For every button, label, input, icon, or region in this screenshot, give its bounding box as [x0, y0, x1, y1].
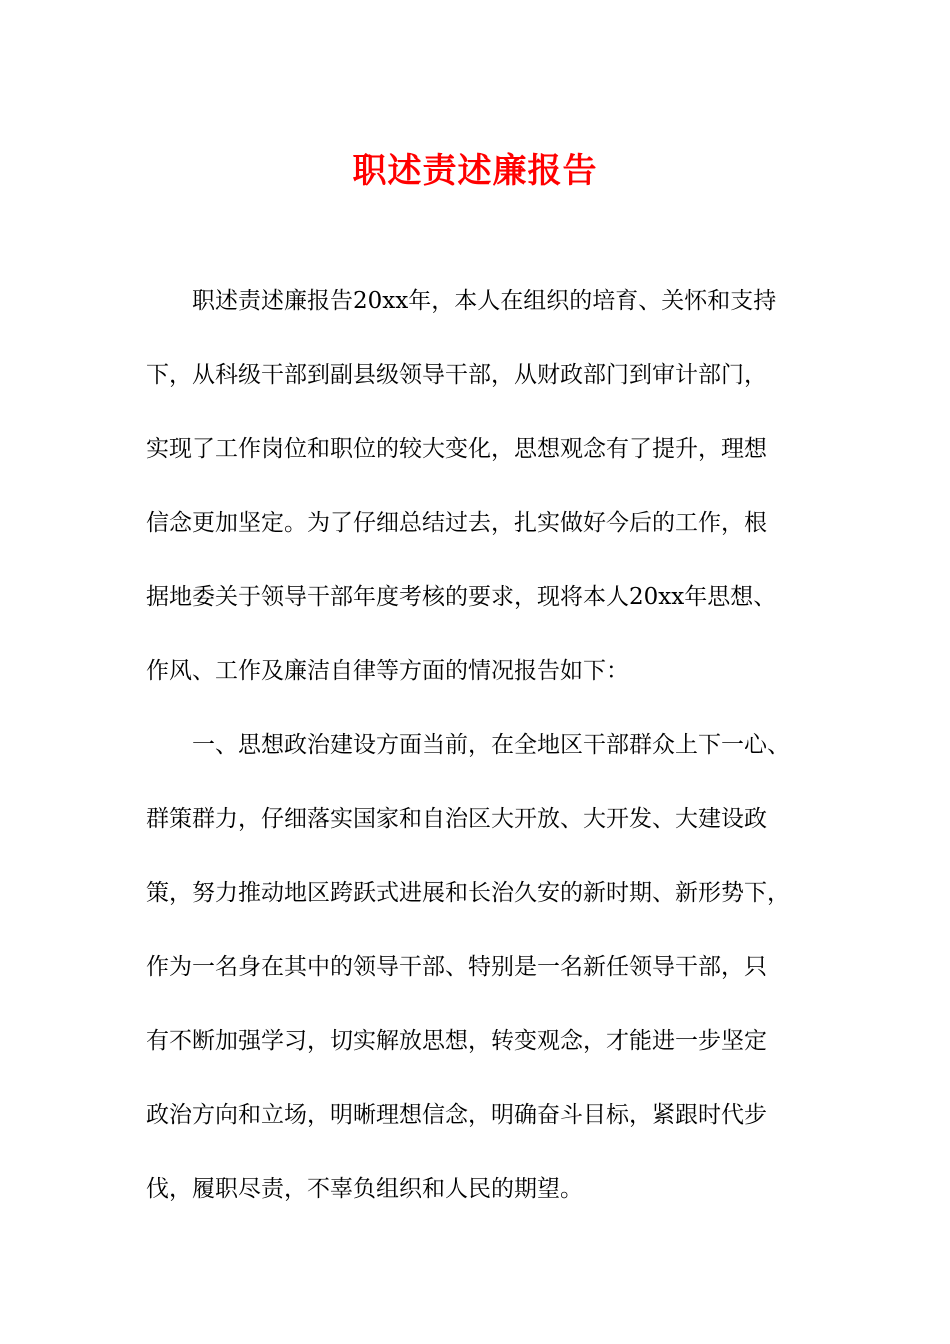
paragraph-line: 作风、工作及廉洁自律等方面的情况报告如下：	[146, 658, 629, 684]
paragraph-line: 下，从科级干部到副县级领导干部，从财政部门到审计部门，	[146, 362, 767, 388]
paragraph-line: 伐，履职尽责，不辜负组织和人民的期望。	[146, 1176, 583, 1202]
paragraph-1	[146, 264, 810, 708]
paragraph-line: 作为一名身在其中的领导干部、特别是一名新任领导干部，只	[146, 954, 767, 980]
paragraph-line: 一、思想政治建设方面当前，在全地区干部群众上下一心、	[192, 732, 790, 758]
paragraph-line: 信念更加坚定。为了仔细总结过去，扎实做好今后的工作，根	[146, 510, 767, 536]
paragraph-line: 群策群力，仔细落实国家和自治区大开放、大开发、大建设政	[146, 806, 767, 832]
paragraph-2	[146, 708, 810, 1226]
document-title: 职述责述廉报告	[352, 151, 598, 191]
paragraph-line: 策，努力推动地区跨跃式进展和长治久安的新时期、新形势下，	[146, 880, 790, 906]
paragraph-line: 实现了工作岗位和职位的较大变化，思想观念有了提升，理想	[146, 436, 767, 462]
paragraph-line: 据地委关于领导干部年度考核的要求，现将本人20xx年思想、	[146, 584, 777, 610]
paragraph-line: 有不断加强学习，切实解放思想，转变观念，才能进一步坚定	[146, 1028, 767, 1054]
paragraph-line: 职述责述廉报告20xx年，本人在组织的培育、关怀和支持	[192, 288, 777, 314]
paragraph-line: 政治方向和立场，明晰理想信念，明确奋斗目标，紧跟时代步	[146, 1102, 767, 1128]
